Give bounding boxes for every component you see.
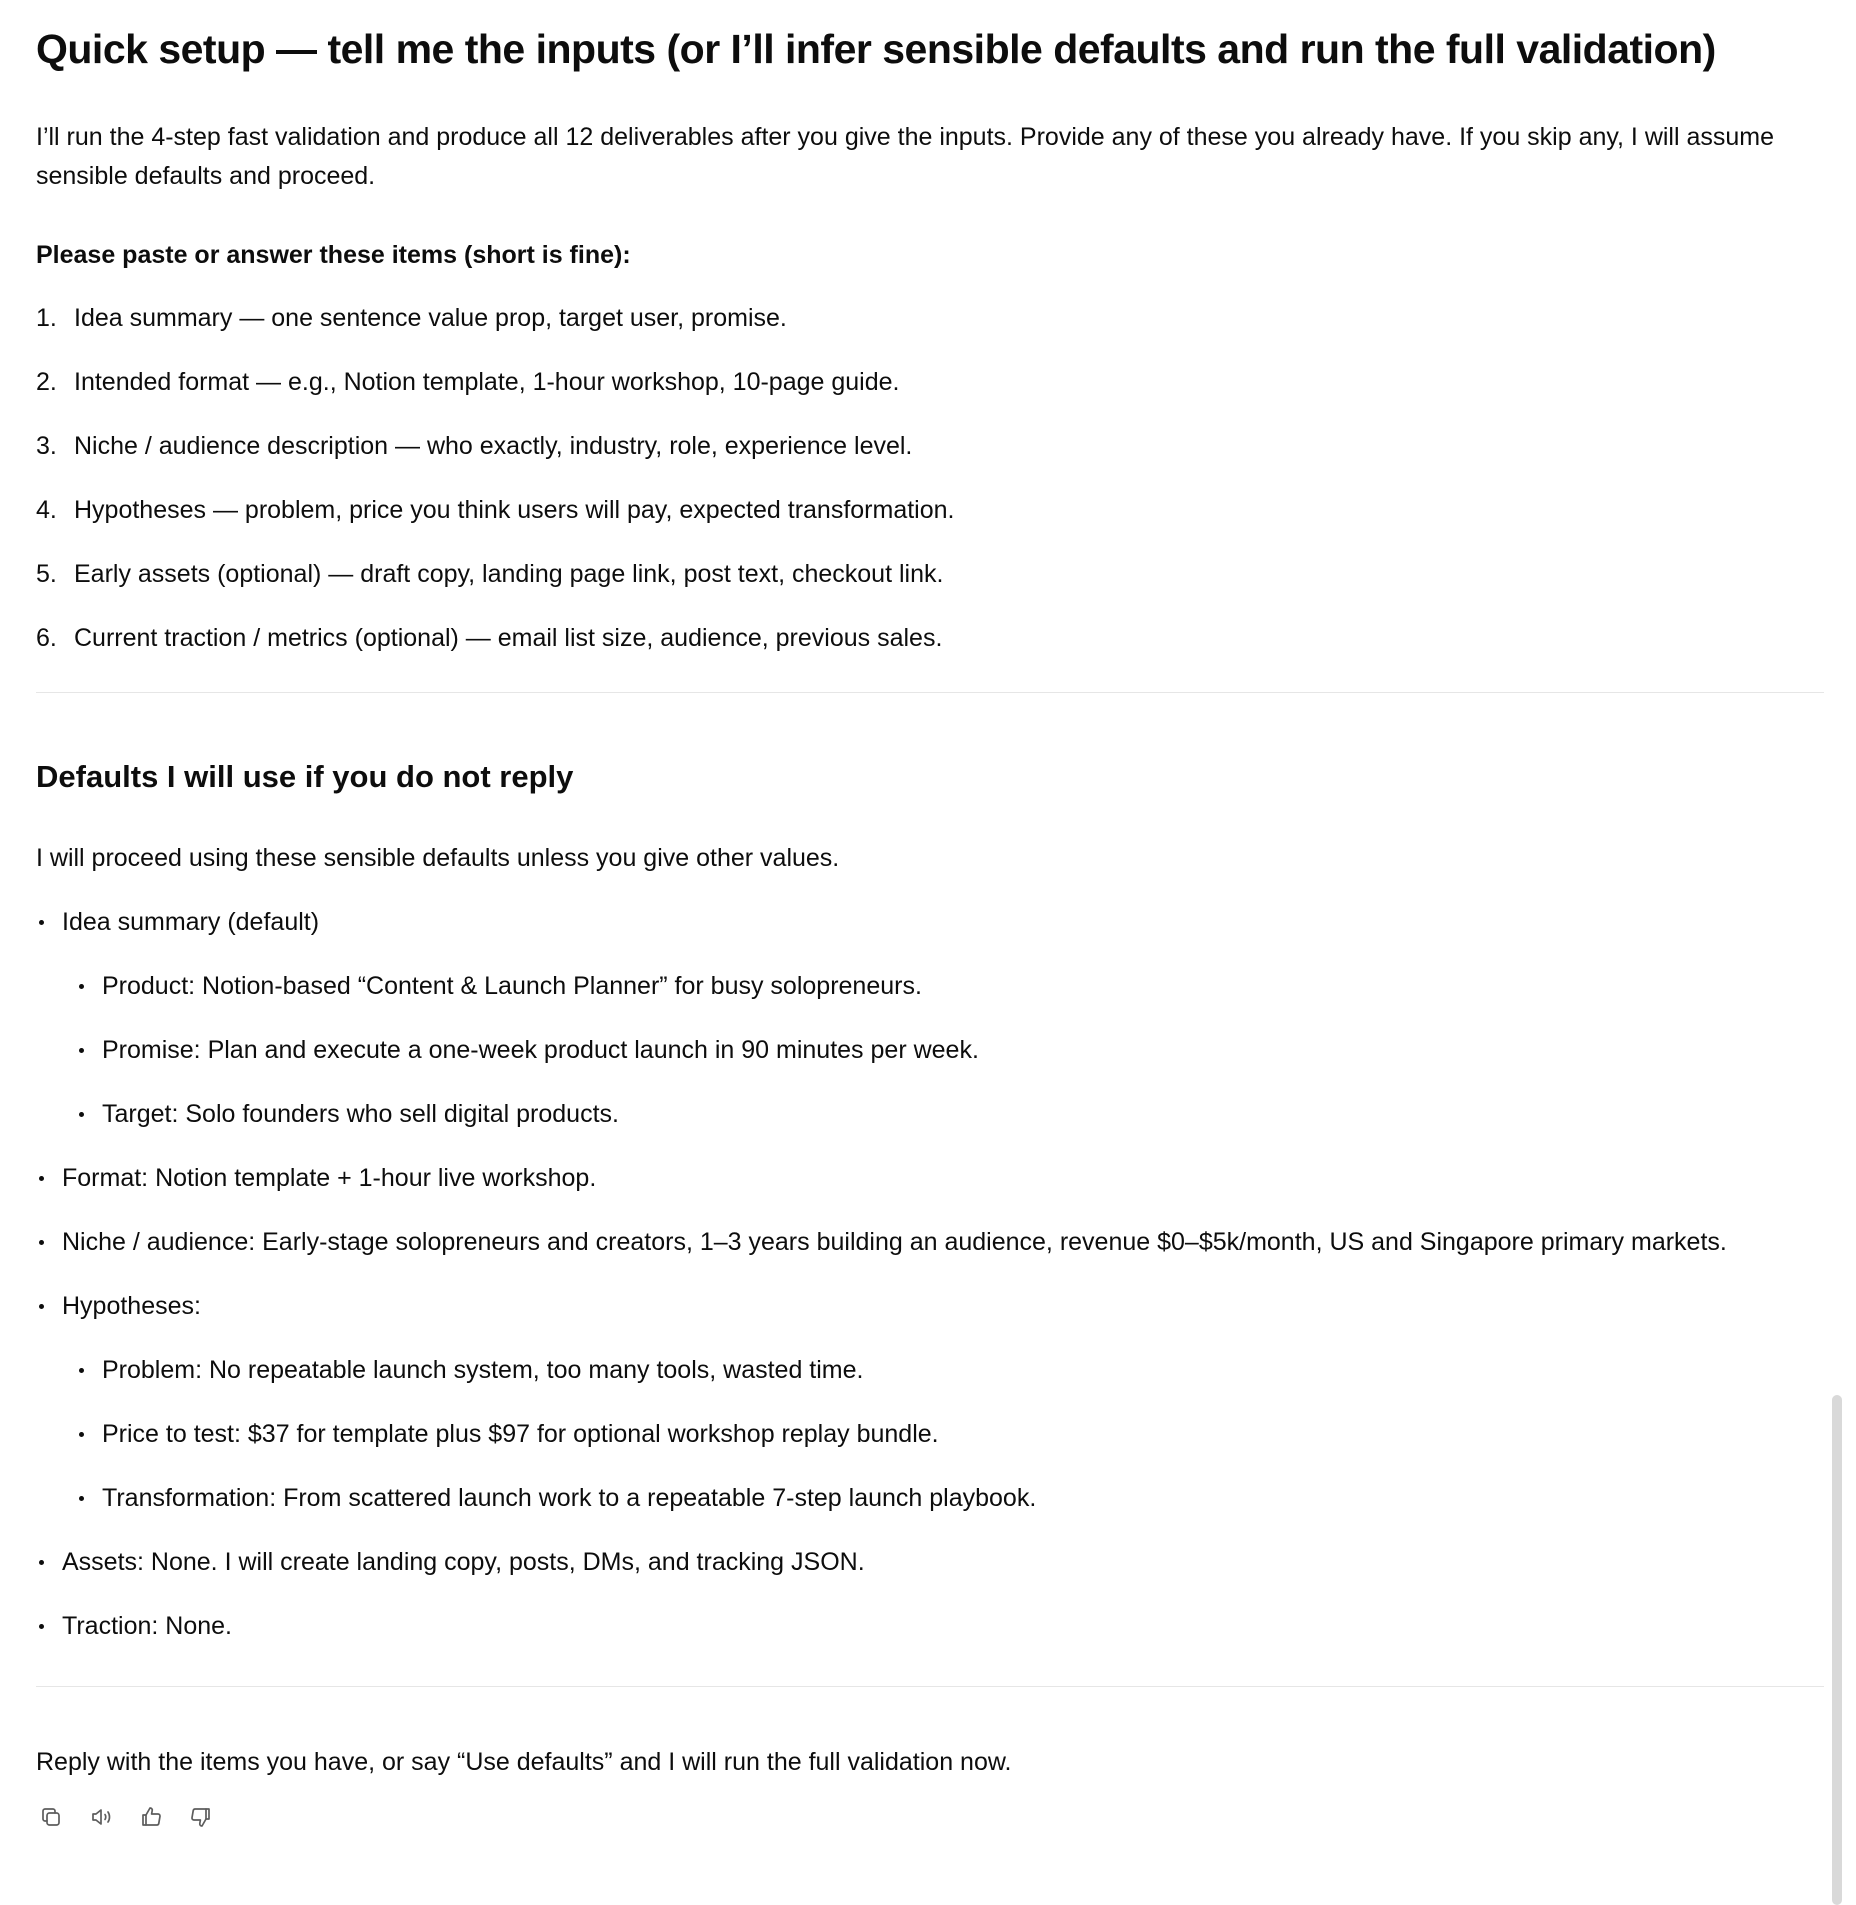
list-item-text: Hypotheses:	[62, 1292, 201, 1320]
list-item-text: Early assets (optional) — draft copy, landing page link, post text, checkout link.	[74, 560, 944, 588]
list-item	[36, 1543, 1824, 1582]
assistant-message	[36, 0, 1824, 1834]
defaults-heading: Defaults I will use if you do not reply	[36, 759, 574, 794]
list-number: 4.	[36, 496, 57, 524]
defaults-list	[36, 903, 1824, 1646]
list-item	[36, 555, 1824, 594]
list-number: 6.	[36, 624, 57, 652]
list-item	[36, 903, 1824, 1134]
list-item	[36, 619, 1824, 658]
page-title: Quick setup — tell me the inputs (or I’ll infer sensible defaults and run the full validation)	[36, 26, 1716, 72]
list-item-text: Idea summary — one sentence value prop, target user, promise.	[74, 304, 787, 332]
list-item	[36, 363, 1824, 402]
list-item-text: Niche / audience description — who exactly, industry, role, experience level.	[74, 432, 913, 460]
list-number: 1.	[36, 304, 57, 332]
sub-list	[76, 967, 1824, 1134]
list-item	[36, 1287, 1824, 1518]
sub-list-item: Transformation: From scattered launch work to a repeatable 7-step launch playbook.	[76, 1479, 1824, 1518]
list-item-text: Intended format — e.g., Notion template, 1-hour workshop, 10-page guide.	[74, 368, 900, 396]
list-item-text: Format: Notion template + 1-hour live workshop.	[62, 1164, 597, 1192]
list-number: 2.	[36, 368, 57, 396]
sub-list	[76, 1351, 1824, 1518]
closing-paragraph: Reply with the items you have, or say “Use defaults” and I will run the full validation now.	[36, 1748, 1012, 1776]
list-item	[36, 491, 1824, 530]
list-item-text: Current traction / metrics (optional) — email list size, audience, previous sales.	[74, 624, 943, 652]
sub-list-item: Target: Solo founders who sell digital products.	[76, 1095, 1824, 1134]
sub-list-item: Price to test: $37 for template plus $97 for optional workshop replay bundle.	[76, 1415, 1824, 1454]
inputs-list	[36, 299, 1824, 658]
list-number: 5.	[36, 560, 57, 588]
scrollbar-thumb[interactable]	[1832, 1395, 1842, 1905]
intro-paragraph: I’ll run the 4-step fast validation and produce all 12 deliverables after you give the inputs. Provide any of these you already have. If you skip any, I will assume sensible defaults and proceed.	[36, 123, 1775, 190]
inputs-prompt: Please paste or answer these items (short is fine):	[36, 241, 631, 269]
copy-button[interactable]	[36, 1804, 66, 1834]
list-item-text: Hypotheses — problem, price you think users will pay, expected transformation.	[74, 496, 955, 524]
list-item	[36, 1159, 1824, 1198]
list-item	[36, 1607, 1824, 1646]
list-item-text: Assets: None. I will create landing copy, posts, DMs, and tracking JSON.	[62, 1548, 865, 1576]
sub-list-item: Product: Notion-based “Content & Launch Planner” for busy solopreneurs.	[76, 967, 1824, 1006]
sub-list-item: Promise: Plan and execute a one-week product launch in 90 minutes per week.	[76, 1031, 1824, 1070]
message-actions	[36, 1804, 1824, 1834]
list-item	[36, 427, 1824, 466]
copy-icon	[39, 1805, 63, 1834]
list-item	[36, 1223, 1824, 1262]
thumbs-down-icon	[189, 1805, 213, 1834]
list-item-text: Niche / audience: Early-stage solopreneurs and creators, 1–3 years building an audience, revenue $0–$5k/month, US and Singapore primary markets.	[62, 1228, 1727, 1256]
defaults-lead: I will proceed using these sensible defaults unless you give other values.	[36, 844, 840, 872]
section-divider	[36, 692, 1824, 693]
list-number: 3.	[36, 432, 57, 460]
thumbs-down-button[interactable]	[186, 1804, 216, 1834]
list-item-text: Idea summary (default)	[62, 908, 320, 936]
list-item	[36, 299, 1824, 338]
sub-list-item: Problem: No repeatable launch system, too many tools, wasted time.	[76, 1351, 1824, 1390]
thumbs-up-icon	[139, 1805, 163, 1834]
speaker-icon	[89, 1805, 113, 1834]
list-item-text: Traction: None.	[62, 1612, 232, 1640]
thumbs-up-button[interactable]	[136, 1804, 166, 1834]
section-divider	[36, 1686, 1824, 1687]
read-aloud-button[interactable]	[86, 1804, 116, 1834]
